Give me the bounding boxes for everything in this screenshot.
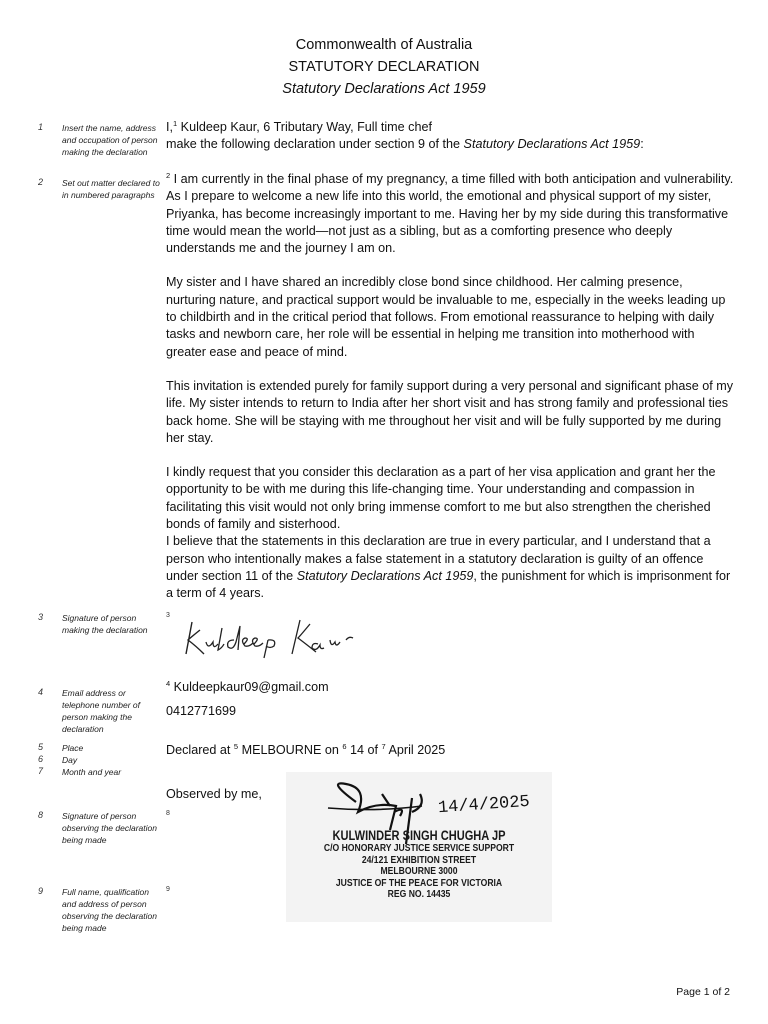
declarant-prefix: I,: [166, 120, 173, 134]
note-7: Month and year: [62, 767, 122, 777]
note-4: Email address or telephone number of person making the declaration: [62, 688, 140, 734]
declared-text: [166, 742, 734, 759]
contact-block: [166, 679, 734, 696]
document-header: [0, 34, 768, 100]
stamp-line-4: MELBOURNE 3000: [380, 865, 458, 877]
paragraph-3: This invitation is extended purely for family support during a very personal and significant phase of my life. My sister intends to return to India after her short visit and has strong family and professional ties back home. She will be staying with me throughout her visit and will be fully supported by me during her stay.: [166, 378, 734, 445]
note-number-3: 3: [38, 612, 44, 622]
contact-phone: 0412771699: [166, 704, 237, 718]
sup-2: 2: [166, 170, 171, 180]
declared-line: [166, 742, 734, 759]
note-number-8: 8: [38, 810, 44, 820]
paragraph-1-text: I am currently in the final phase of my pregnancy, a time filled with both anticipation and vulnerability. As I prepare to welcome a new life into this world, the emotional and physical support of my sister, Priyanka, has become increasingly important to me. Having her by my side during this transformative time would mean the world—not just as a sibling, but as a comforting presence who deeply understands me and the journey I am on.: [166, 172, 734, 256]
paragraph-2: My sister and I have shared an incredibly close bond since childhood. Her calming presence, nurturing nature, and practical support would be invaluable to me, especially in the weeks leading up to childbirth and in the critical period that follows. From emotional reassurance to helping with daily tasks and newborn care, her role will be essential in helping me transition into motherhood with greater ease and peace of mind.: [166, 275, 726, 359]
sup-6: 6: [342, 741, 347, 751]
note-6: Day: [62, 755, 78, 765]
stamp-line-3: 24/121 EXHIBITION STREET: [361, 853, 477, 866]
paragraph-5-text-b: , the punishment for which is imprisonment for a term of 4 years.: [166, 568, 731, 601]
stamp-text: [310, 828, 528, 901]
jp-stamp: [286, 772, 552, 922]
sup-3: 3: [166, 612, 170, 619]
note-9: Full name, qualification and address of person observing the declaration being made: [62, 887, 157, 933]
note-number-5: 5: [38, 742, 44, 752]
declaration-body: [166, 171, 734, 603]
note-number-1: 1: [38, 122, 44, 132]
page-number: Page 1 of 2: [676, 986, 730, 998]
header-title: STATUTORY DECLARATION: [288, 59, 480, 75]
contact-email: Kuldeepkaur09@gmail.com: [173, 680, 329, 694]
note-1: Insert the name, address and occupation of person making the declaration: [62, 123, 158, 157]
stamp-date: 14/4/2025: [437, 792, 531, 819]
sup-8: 8: [166, 810, 170, 817]
intro-act: Statutory Declarations Act 1959: [463, 137, 641, 152]
observed-text: Observed by me,: [166, 787, 262, 801]
paragraph-5: [166, 533, 734, 602]
declared-month-year: April 2025: [385, 743, 446, 757]
paragraph-5-act: Statutory Declarations Act 1959: [296, 568, 474, 583]
intro-text: make the following declaration under section 9 of the: [166, 137, 464, 152]
note-number-2: 2: [38, 177, 44, 187]
sup-4: 4: [166, 678, 171, 688]
note-8: Signature of person observing the declaration being made: [62, 811, 157, 845]
declared-prefix: Declared at: [166, 743, 234, 757]
declarant-signature: [182, 610, 392, 660]
contact-email-line: [166, 679, 734, 696]
sup-5: 5: [233, 741, 239, 751]
paragraph-4: I kindly request that you consider this declaration as a part of her visa application and grant her the opportunity to be with me during this life-changing time. Your understanding and compassion in facilitating this visit would not only bring immense comfort to me but also strengthen the cherished bonds of family and sisterhood.: [166, 465, 716, 532]
paragraph-1: [166, 171, 734, 257]
declared-place: MELBOURNE on: [238, 743, 343, 757]
stamp-line-2: C/O HONORARY JUSTICE SERVICE SUPPORT: [323, 842, 515, 854]
paragraph-5-text-a: I believe that the statements in this declaration are true in every particular, and I understand that a person who intentionally makes a false statement in a statutory declaration is guilty of an offence under section 11 of the: [166, 534, 711, 583]
header-act: Statutory Declarations Act 1959: [282, 81, 486, 97]
stamp-jp-name: KULWINDER SINGH CHUGHA JP: [332, 828, 506, 843]
note-number-9: 9: [38, 886, 44, 896]
sup-7: 7: [381, 741, 386, 751]
header-country: Commonwealth of Australia: [295, 37, 473, 53]
contact-phone-block: [166, 703, 734, 720]
note-number-6: 6: [38, 754, 44, 764]
sup-9: 9: [166, 886, 170, 893]
intro-colon: :: [640, 137, 644, 152]
declarant-line: [166, 119, 734, 136]
note-number-7: 7: [38, 766, 44, 776]
declarant-details: Kuldeep Kaur, 6 Tributary Way, Full time chef: [177, 120, 432, 134]
note-3: Signature of person making the declaration: [62, 613, 148, 635]
stamp-line-5: JUSTICE OF THE PEACE FOR VICTORIA: [335, 876, 503, 889]
stamp-line-6: REG NO. 14435: [387, 888, 451, 900]
declared-day: 14 of: [346, 743, 382, 757]
note-5: Place: [62, 743, 84, 753]
note-2: Set out matter declared to in numbered paragraphs: [62, 178, 160, 200]
declaration-intro: [166, 136, 734, 153]
declarant-block: [166, 119, 734, 154]
note-number-4: 4: [38, 687, 44, 697]
sup-1: 1: [173, 118, 178, 128]
